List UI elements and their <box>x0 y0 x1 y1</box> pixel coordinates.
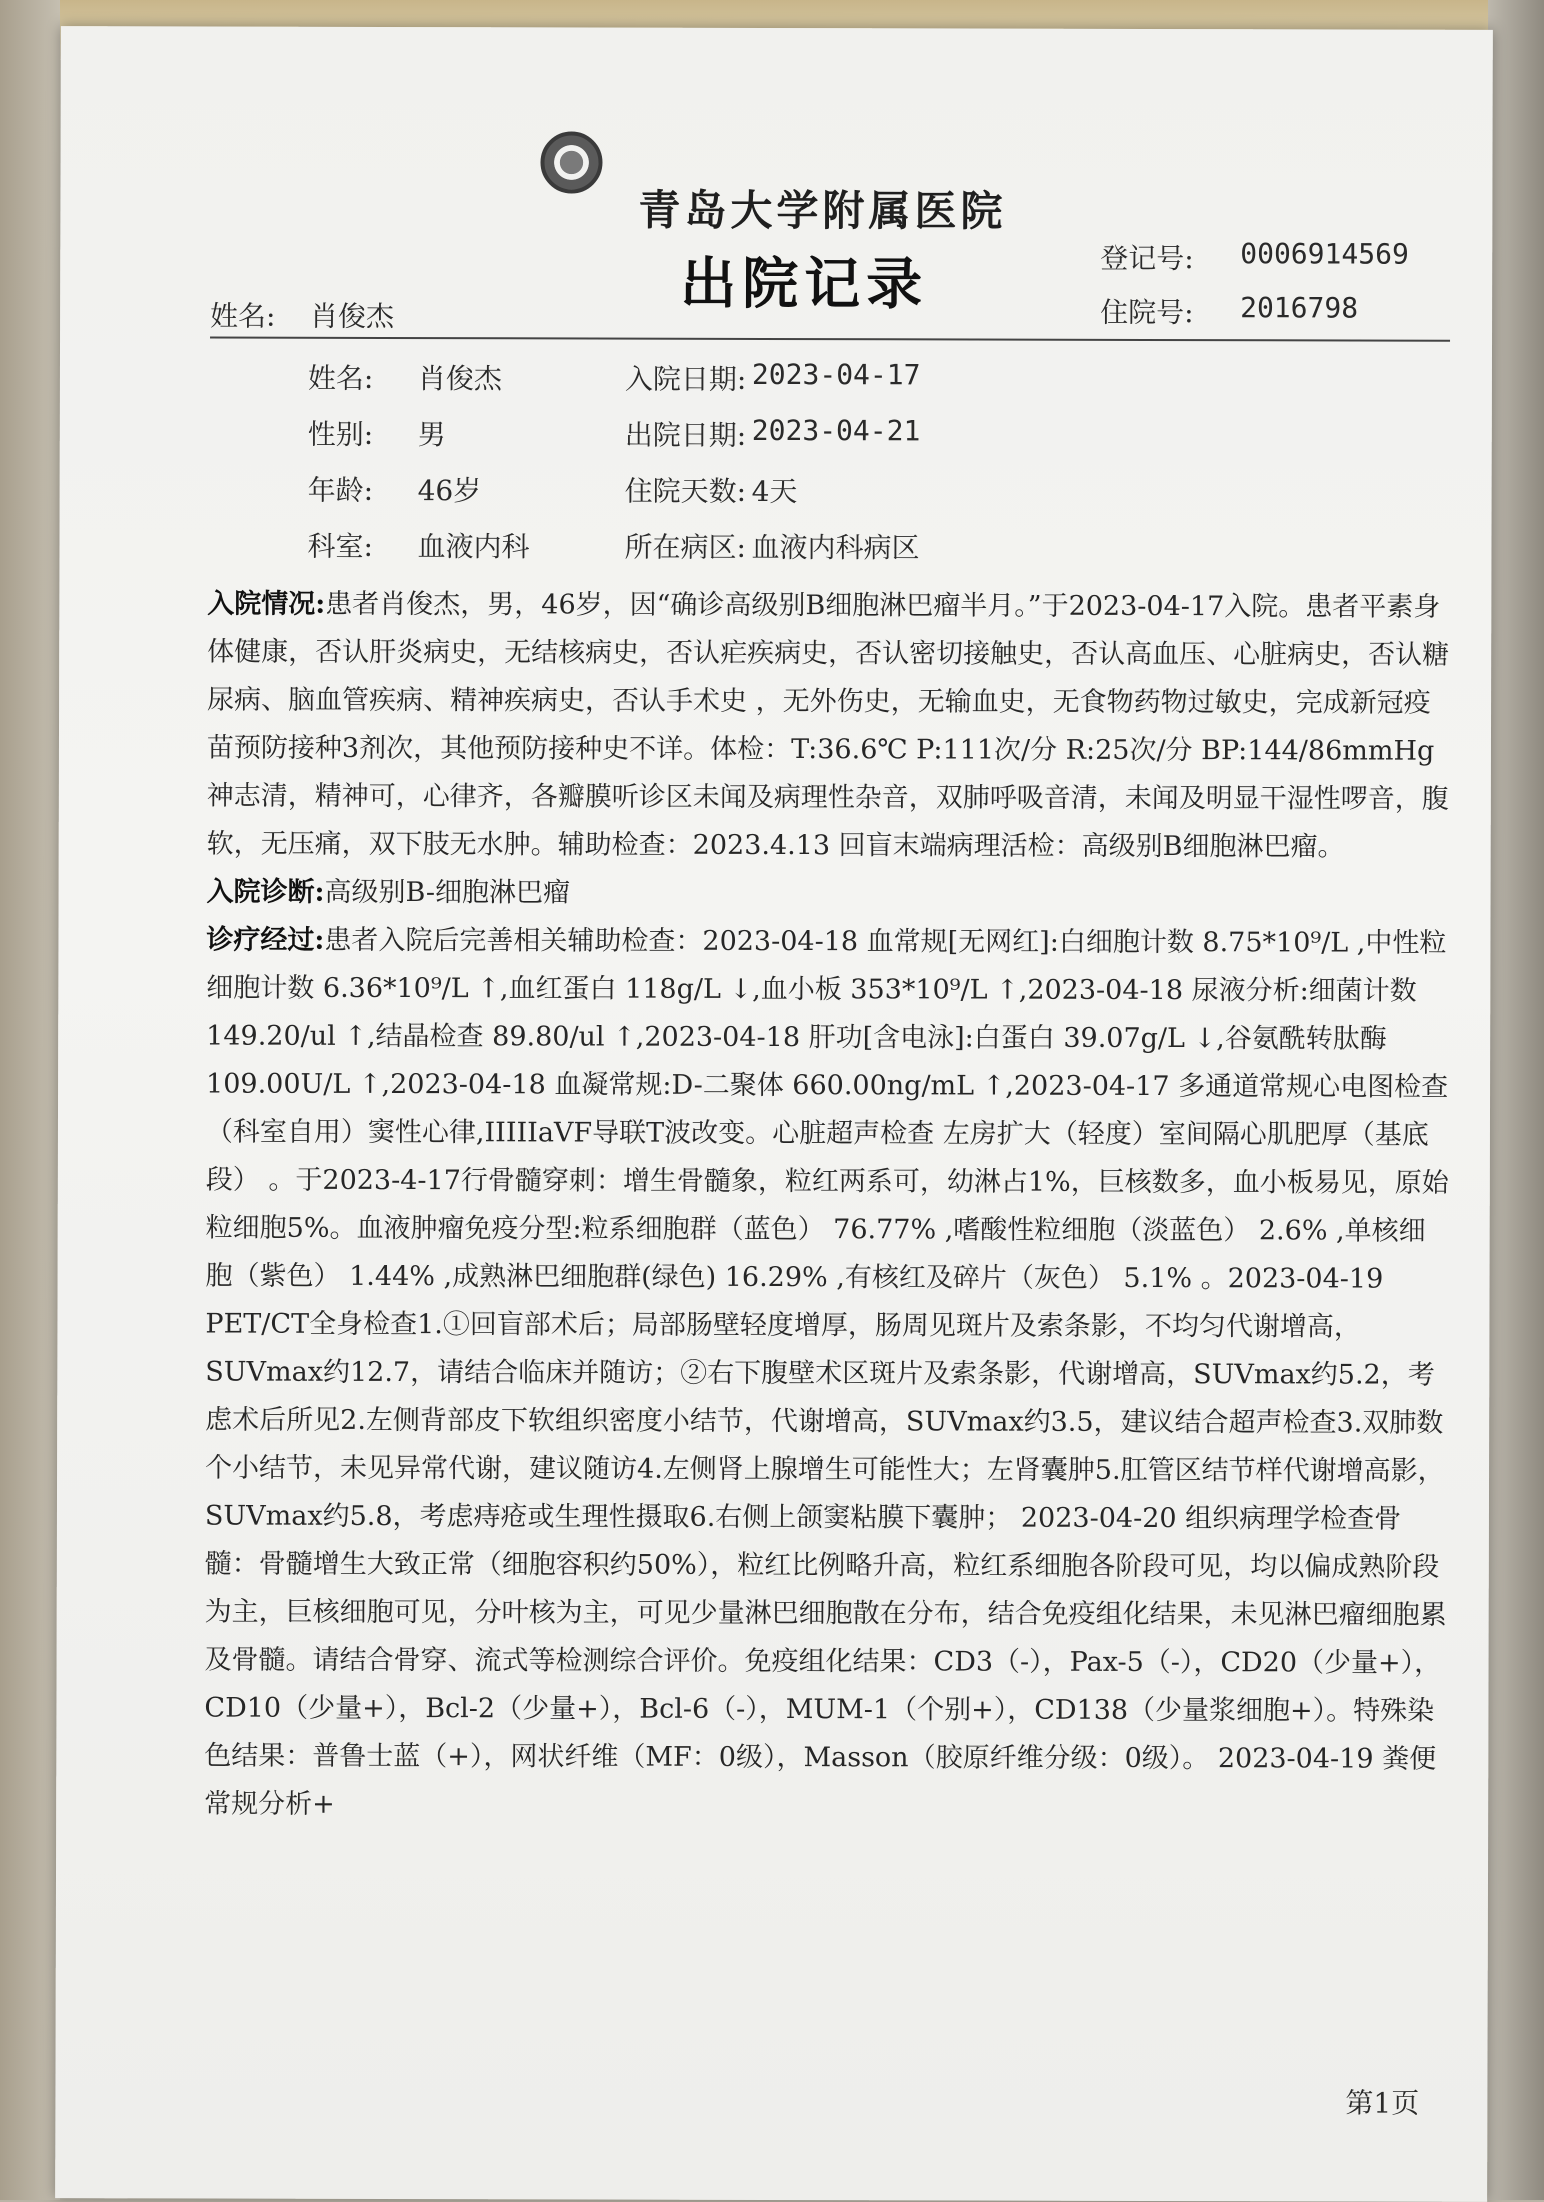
info-name-value: 肖俊杰 <box>417 362 502 396</box>
info-days-value: 4天 <box>751 474 798 509</box>
discharge-record-sheet <box>55 26 1493 2202</box>
admission-section <box>207 581 1453 872</box>
info-admit-label: 入院日期: <box>624 362 747 396</box>
info-age-value: 46岁 <box>417 474 482 508</box>
background-left <box>0 0 60 2200</box>
header-name-value: 肖俊杰 <box>310 299 395 334</box>
record-body <box>204 581 1452 1832</box>
info-name-label: 姓名: <box>307 361 374 395</box>
info-sex-label: 性别: <box>307 417 374 451</box>
diagnosis-label: 入院诊断: <box>206 876 325 908</box>
document-title: 出院记录 <box>680 250 929 318</box>
treatment-label: 诊疗经过: <box>206 924 325 956</box>
info-discharge-label: 出院日期: <box>624 418 747 452</box>
admission-label: 入院情况: <box>207 588 326 620</box>
admission-text: 患者肖俊杰，男，46岁，因“确诊高级别B细胞淋巴瘤半月。”于2023-04-17入院。患者平素身体健康，否认肝炎病史，无结核病史，否认疟疾病史，否认密切接触史，否认高血压、心脏病史，否认糖尿病、脑血管疾病、精神疾病史，否认手术史 ，无外伤史，无输血史，无食物药物过敏史，完成新冠疫苗预防接种3剂次，其他预防接种史不详。体检：T:36.6℃ P:111次/分 R:25次/分 BP:144/86mmHg 神志清，精神可，心律齐，各瓣膜听诊区未闻及病理性杂音，双肺呼吸音清，未闻及明显干湿性啰音，腹软，无压痛，双下肢无水肿。辅助检查：2023.4.13 回盲末端病理活检：高级别B细胞淋巴瘤。 <box>206 588 1450 863</box>
treatment-section <box>204 917 1451 1832</box>
info-ward-label: 所在病区: <box>624 530 746 564</box>
info-sex-value: 男 <box>417 418 446 452</box>
info-discharge-value: 2023-04-21 <box>751 413 921 448</box>
info-dept-label: 科室: <box>307 529 373 563</box>
hospital-logo-icon <box>540 131 602 193</box>
info-ward-value: 血液内科病区 <box>751 530 920 565</box>
inpatient-label: 住院号: <box>1100 295 1194 330</box>
info-dept-value: 血液内科 <box>417 530 530 564</box>
info-age-label: 年龄: <box>307 473 374 507</box>
info-days-label: 住院天数: <box>624 474 747 508</box>
page-number: 第1页 <box>1345 2086 1420 2120</box>
background-right <box>1488 0 1544 2200</box>
info-admit-value: 2023-04-17 <box>751 357 921 392</box>
registration-label: 登记号: <box>1100 241 1194 276</box>
header-divider <box>210 337 1450 342</box>
hospital-name: 青岛大学附属医院 <box>638 185 1007 236</box>
registration-number: 0006914569 <box>1240 237 1409 271</box>
header-name-label: 姓名: <box>210 299 276 333</box>
inpatient-number: 2016798 <box>1240 291 1359 325</box>
treatment-text: 患者入院后完善相关辅助检查：2023-04-18 血常规[无网红]:白细胞计数 8.75*10⁹/L ,中性粒细胞计数 6.36*10⁹/L ↑,血红蛋白 118g/L ↓,血小板 353*10⁹/L ↑,2023-04-18 尿液分析:细菌计数 149.20/ul ↑,结晶检查 89.80/ul ↑,2023-04-18 肝功[含电泳]:白蛋白 39.07g/L ↓,谷氨酰转肽酶 109.00U/L ↑,2023-04-18 血凝常规:D-二聚体 660.00ng/mL ↑,2023-04-17 多通道常规心电图检查（科室自用）窦性心律,IIIIIaVF导联T波改变。心脏超声检查 左房扩大（轻度）室间隔心肌肥厚（基底段） 。于2023-4-17行骨髓穿刺：增生骨髓象，粒红两系可，幼淋占1%，巨核数多，血小板易见，原始粒细胞5%。血液肿瘤免疫分型:粒系细胞群（蓝色） 76.77% ,嗜酸性粒细胞（淡蓝色） 2.6% ,单核细胞（紫色） 1.44% ,成熟淋巴细胞群(绿色) 16.29% ,有核红及碎片（灰色） 5.1% 。2023-04-19 PET/CT全身检查1.①回盲部术后；局部肠壁轻度增厚，肠周见斑片及索条影，不均匀代谢增高，SUVmax约12.7，请结合临床并随访；②右下腹壁术区斑片及索条影，代谢增高，SUVmax约5.2，考虑术后所见2.左侧背部皮下软组织密度小结节，代谢增高，SUVmax约3.5，建议结合超声检查3.双肺数个小结节，未见异常代谢，建议随访4.左侧肾上腺增生可能性大；左肾囊肿5.肛管区结节样代谢增高影，SUVmax约5.8，考虑痔疮或生理性摄取6.右侧上颌窦粘膜下囊肿； 2023-04-20 组织病理学检查骨髓：骨髓增生大致正常（细胞容积约50%），粒红比例略升高，粒红系细胞各阶段可见，均以偏成熟阶段为主，巨核细胞可见，分叶核为主，可见少量淋巴细胞散在分布，结合免疫组化结果，未见淋巴瘤细胞累及骨髓。请结合骨穿、流式等检测综合评价。免疫组化结果：CD3（-），Pax-5（-），CD20（少量+），CD10（少量+），Bcl-2（少量+），Bcl-6（-），MUM-1（个别+），CD138（少量浆细胞+）。特殊染色结果：普鲁士蓝（+），网状纤维（MF：0级），Masson（胶原纤维分级：0级）。 2023-04-19 粪便常规分析+ <box>204 924 1449 1820</box>
diagnosis-section <box>207 869 1452 920</box>
diagnosis-text: 高级别B-细胞淋巴瘤 <box>324 876 571 909</box>
